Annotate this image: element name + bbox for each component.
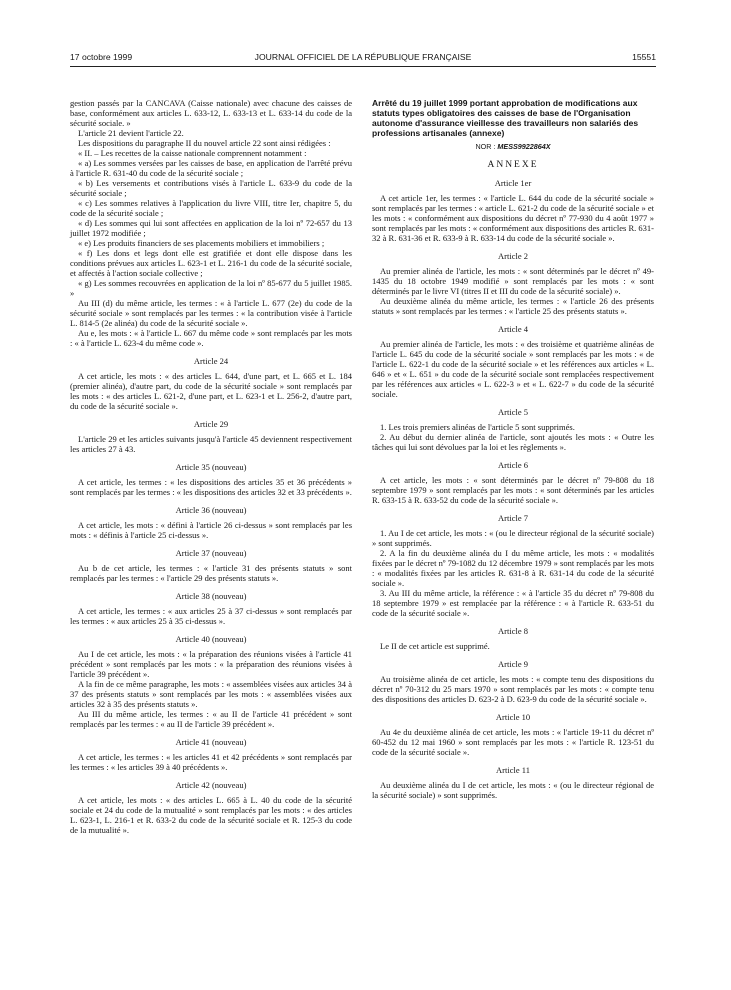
paragraph: Au 4e du deuxième alinéa de cet article, les mots : « l'article 19-11 du décret nº 60-452 du 12 mai 1960 » sont remplacés par les mots : « l'article R. 123-51 du code de la sécurité sociale ». — [372, 727, 654, 757]
article-heading: Article 1er — [494, 178, 532, 188]
article-heading: Article 5 — [498, 407, 528, 417]
nor-code: MESS9922864X — [497, 142, 551, 151]
paragraph: Au e, les mots : « à l'article L. 667 du même code » sont remplacés par les mots : « à l'article L. 623-4 du même code ». — [70, 328, 352, 348]
paragraph: Au b de cet article, les termes : « l'article 31 des présents statuts » sont remplacés par les termes : « l'article 29 des présents statuts ». — [70, 563, 352, 583]
paragraph: Au deuxième alinéa du même article, les termes : « l'article 26 des présents statuts » sont remplacés par les termes : « l'article 25 des présents statuts ». — [372, 296, 654, 316]
paragraph: A cet article 1er, les termes : « l'article L. 644 du code de la sécurité sociale » sont remplacés par les termes : « article L. 621-2 du code de la sécurité sociale » et les mots : « conformément aux dispositions du décret nº 77-930 du 4 août 1977 » sont remplacés par les mots : « conformément aux dispositions des articles R. 631-32 à R. 631-36 et R. 633-9 à R. 633-14 du code de la sécurité sociale ». — [372, 193, 654, 243]
paragraph: 2. Au début du dernier alinéa de l'article, sont ajoutés les mots : « Outre les tâches qui lui sont dévolues par la loi et les règlements ». — [372, 432, 654, 452]
paragraph: 3. Au III du même article, la référence : « à l'article 35 du décret nº 79-808 du 18 septembre 1979 » est remplacée par la référence : « à l'article R. 633-51 du code de la sécurité sociale ». — [372, 588, 654, 618]
paragraph: 1. Les trois premiers alinéas de l'article 5 sont supprimés. — [380, 422, 575, 432]
right-column — [372, 98, 654, 800]
paragraph: Au premier alinéa de l'article, les mots : « sont déterminés par le décret nº 49-1435 du 18 octobre 1949 modifié » sont remplacés par les mots : « sont déterminés par le livre VI (titres II et III du code de la sécurité sociale) ». — [372, 266, 654, 296]
paragraph: A cet article, les mots : « défini à l'article 26 ci-dessus » sont remplacés par les mots : « définis à l'article 25 ci-dessus ». — [70, 520, 352, 540]
paragraph: Les dispositions du paragraphe II du nouvel article 22 sont ainsi rédigées : — [78, 138, 331, 148]
header-date: 17 octobre 1999 — [70, 52, 133, 62]
article-heading: Article 36 (nouveau) — [175, 505, 247, 515]
paragraph: L'article 21 devient l'article 22. — [78, 128, 184, 138]
article-heading: Article 11 — [496, 765, 530, 775]
paragraph: Au III du même article, les termes : « au II de l'article 41 précédent » sont remplacés par les termes : « au II de l'article 39 précédent ». — [70, 709, 352, 729]
header-journal-title: JOURNAL OFFICIEL DE LA RÉPUBLIQUE FRANÇAISE — [254, 52, 472, 62]
paragraph: Le II de cet article est supprimé. — [380, 641, 490, 651]
article-heading: Article 41 (nouveau) — [175, 737, 247, 747]
header-page-number: 15551 — [632, 52, 656, 62]
article-heading: Article 2 — [498, 251, 528, 261]
paragraph: Au troisième alinéa de cet article, les mots : « compte tenu des dispositions du décret nº 70-312 du 25 mars 1970 » sont remplacés par les mots : « compte tenu des dispositions des articles D. 623-2 à D. 623-9 du code de la sécurité sociale ». — [372, 674, 654, 704]
paragraph: A la fin de ce même paragraphe, les mots : « assemblées visées aux articles 34 à 37 des présents statuts » sont remplacés par les mots : « assemblées visées aux articles 32 à 35 des présents statuts ». — [70, 679, 352, 709]
paragraph: A cet article, les termes : « aux articles 25 à 37 ci-dessus » sont remplacés par les termes : « aux articles 25 à 35 ci-dessus ». — [70, 606, 352, 626]
paragraph: A cet article, les termes : « les articles 41 et 42 précédents » sont remplacés par les termes : « les articles 39 à 40 précédents ». — [70, 752, 352, 772]
nor-label: NOR : — [475, 142, 498, 151]
paragraph: A cet article, les mots : « des articles L. 665 à L. 40 du code de la sécurité sociale et 24 du code de la mutualité » sont remplacés par les mots : « des articles L. 623-1, L. 216-1 et R. 633-2 du code de la sécurité sociale et R. 125-3 du code de la mutualité ». — [70, 795, 352, 835]
paragraph: « f) Les dons et legs dont elle est gratifiée et dont elle dispose dans les conditions prévues aux articles L. 623-1 et L. 216-1 du code de la sécurité sociale, et affectés à l'action sociale collective ; — [70, 248, 352, 278]
paragraph: Au III (d) du même article, les termes : « à l'article L. 677 (2e) du code de la sécurité sociale » sont remplacés par les termes : « la contribution visée à l'article L. 814-5 (2e alinéa) du code de la sécurité sociale ». — [70, 298, 352, 328]
nor-reference — [372, 142, 654, 152]
paragraph: 2. A la fin du deuxième alinéa du I du même article, les mots : « modalités fixées par le décret nº 79-1082 du 12 décembre 1979 » sont remplacés par les mots : « modalités fixées par les articles R. 631-8 à R. 631-14 du code de la sécurité sociale ». — [372, 548, 654, 588]
paragraph: « c) Les sommes relatives à l'application du livre VIII, titre Ier, chapitre 5, du code de la sécurité sociale ; — [70, 198, 352, 218]
article-heading: Article 8 — [498, 626, 528, 636]
paragraph: Au deuxième alinéa du I de cet article, les mots : « (ou le directeur régional de la sécurité sociale) » sont supprimés. — [372, 780, 654, 800]
paragraph: L'article 29 et les articles suivants jusqu'à l'article 45 deviennent respectivement les articles 27 à 43. — [70, 434, 352, 454]
paragraph: « b) Les versements et contributions visés à l'article L. 633-9 du code de la sécurité sociale ; — [70, 178, 352, 198]
paragraph: 1. Au I de cet article, les mots : « (ou le directeur régional de la sécurité sociale) » sont supprimés. — [372, 528, 654, 548]
article-heading: Article 4 — [498, 324, 528, 334]
article-heading: Article 10 — [495, 712, 531, 722]
paragraph: « g) Les sommes recouvrées en application de la loi nº 85-677 du 5 juillet 1985. » — [70, 278, 352, 298]
paragraph: gestion passés par la CANCAVA (Caisse nationale) avec chacune des caisses de base, conformément aux articles L. 633-12, L. 633-13 et L. 633-14 du code de la sécurité sociale. » — [70, 98, 352, 128]
paragraph: A cet article, les termes : « les dispositions des articles 35 et 36 précédents » sont remplacés par les termes : « les dispositions des articles 32 et 33 précédents ». — [70, 477, 352, 497]
paragraph: « II. – Les recettes de la caisse nationale comprennent notamment : — [78, 148, 307, 158]
paragraph: « d) Les sommes qui lui sont affectées en application de la loi nº 72-657 du 13 juillet 1972 modifiée ; — [70, 218, 352, 238]
decree-title: Arrêté du 19 juillet 1999 portant approbation de modifications aux statuts types obligatoires des caisses de base de l'Organisation autonome d'assurance vieillesse des travailleurs non salariés des professions artisanales (annexe) — [372, 98, 639, 138]
article-heading: Article 29 — [193, 419, 229, 429]
article-heading: Article 9 — [498, 659, 528, 669]
article-heading: Article 40 (nouveau) — [175, 634, 247, 644]
paragraph: Au I de cet article, les mots : « la préparation des réunions visées à l'article 41 précédent » sont remplacés par les mots : « la préparation des réunions visées à l'article 39 précédent ». — [70, 649, 352, 679]
article-heading: Article 38 (nouveau) — [175, 591, 247, 601]
article-heading: Article 35 (nouveau) — [175, 462, 247, 472]
header-rule — [70, 66, 656, 67]
article-heading: Article 24 — [193, 356, 229, 366]
article-heading: Article 6 — [498, 460, 528, 470]
paragraph: A cet article, les mots : « des articles L. 644, d'une part, et L. 665 et L. 184 (premier alinéa), d'autre part, du code de la sécurité sociale » sont remplacés par les mots : « des articles L. 621-2, d'une part, et L. 623-1 et L. 256-2, d'autre part, du code de la sécurité sociale ». — [70, 371, 352, 411]
paragraph: « a) Les sommes versées par les caisses de base, en application de l'arrêté prévu à l'article R. 631-40 du code de la sécurité sociale ; — [70, 158, 352, 178]
left-column — [70, 98, 352, 835]
article-heading: Article 42 (nouveau) — [175, 780, 247, 790]
article-heading: Article 7 — [498, 513, 528, 523]
paragraph: « e) Les produits financiers de ses placements mobiliers et immobiliers ; — [78, 238, 325, 248]
article-heading: Article 37 (nouveau) — [175, 548, 247, 558]
running-header — [70, 52, 656, 66]
annexe-heading: ANNEXE — [487, 160, 539, 170]
paragraph: A cet article, les mots : « sont déterminés par le décret nº 79-808 du 18 septembre 1979 » sont remplacés par les mots : « sont déterminés par les articles R. 633-15 à R. 633-52 du code de la sécurité sociale ». — [372, 475, 654, 505]
paragraph: Au premier alinéa de l'article, les mots : « des troisième et quatrième alinéas de l'article L. 645 du code de la sécurité sociale » sont remplacés par les mots : « de l'article L. 622-1 du code de la sécurité sociale » et les références aux articles « L. 646 » et « L. 651 » du code de la sécurité sociale sont remplacées respectivement par les références aux articles « L. 622-3 » et « L. 622-7 » du code de la sécurité sociale. — [372, 339, 654, 399]
